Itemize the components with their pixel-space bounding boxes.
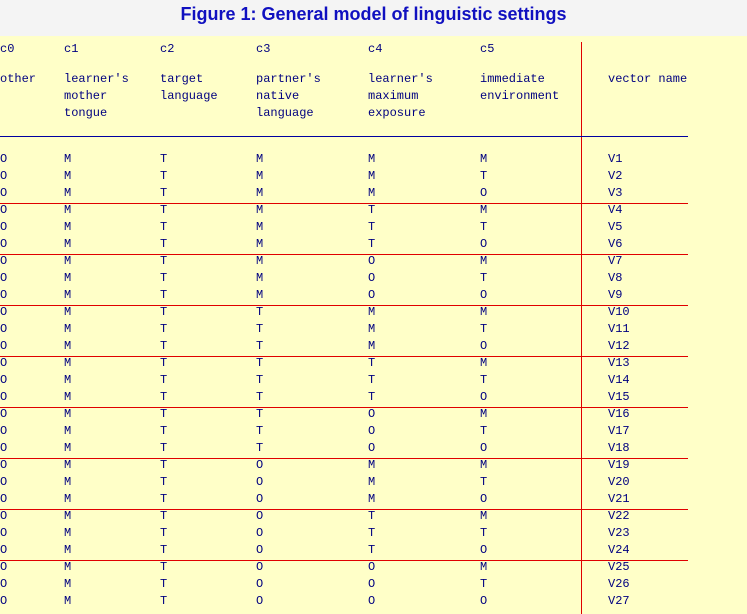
table-cell: O xyxy=(256,509,264,523)
table-cell: O xyxy=(0,271,8,285)
table-cell: T xyxy=(160,441,168,455)
table-cell: O xyxy=(0,186,8,200)
table-cell: M xyxy=(64,577,72,591)
table-cell: O xyxy=(0,577,8,591)
table-cell: T xyxy=(160,407,168,421)
table-cell: O xyxy=(0,492,8,506)
vector-name-cell: V22 xyxy=(608,509,630,523)
table-cell: O xyxy=(480,441,488,455)
table-cell: T xyxy=(160,237,168,251)
table-cell: T xyxy=(160,220,168,234)
vector-name-cell: V26 xyxy=(608,577,630,591)
table-cell: M xyxy=(256,203,264,217)
table-cell: T xyxy=(160,186,168,200)
vector-name-cell: V8 xyxy=(608,271,623,285)
table-cell: M xyxy=(256,254,264,268)
table-cell: O xyxy=(256,458,264,472)
table-cell: T xyxy=(480,169,488,183)
column-header-label: maximum xyxy=(368,89,419,103)
table-cell: O xyxy=(368,424,376,438)
table-cell: T xyxy=(256,322,264,336)
table-cell: M xyxy=(64,390,72,404)
vector-name-cell: V23 xyxy=(608,526,630,540)
table-cell: O xyxy=(256,526,264,540)
table-cell: T xyxy=(160,339,168,353)
table-cell: T xyxy=(160,543,168,557)
column-header-label: exposure xyxy=(368,106,426,120)
table-cell: M xyxy=(368,458,376,472)
table-cell: T xyxy=(160,424,168,438)
table-cell: M xyxy=(480,509,488,523)
vector-name-cell: V12 xyxy=(608,339,630,353)
table-cell: T xyxy=(256,424,264,438)
table-cell: T xyxy=(480,322,488,336)
table-cell: T xyxy=(368,390,376,404)
table-cell: T xyxy=(368,203,376,217)
table-cell: M xyxy=(64,509,72,523)
table-cell: T xyxy=(368,543,376,557)
table-cell: M xyxy=(64,322,72,336)
vector-name-cell: V6 xyxy=(608,237,623,251)
table-cell: M xyxy=(64,169,72,183)
vector-name-cell: V5 xyxy=(608,220,623,234)
table-cell: O xyxy=(0,390,8,404)
table-cell: M xyxy=(368,152,376,166)
table-cell: M xyxy=(256,186,264,200)
table-cell: O xyxy=(256,492,264,506)
table-cell: M xyxy=(64,305,72,319)
table-cell: T xyxy=(160,152,168,166)
table-cell: T xyxy=(160,373,168,387)
column-header-label: learner's xyxy=(368,72,433,86)
table-cell: T xyxy=(256,390,264,404)
column-header-label: environment xyxy=(480,89,560,103)
table-cell: M xyxy=(256,169,264,183)
table-cell: M xyxy=(256,220,264,234)
table-cell: O xyxy=(256,475,264,489)
table-cell: M xyxy=(368,492,376,506)
table-cell: M xyxy=(256,237,264,251)
table-cell: T xyxy=(160,577,168,591)
table-cell: T xyxy=(480,475,488,489)
table-cell: M xyxy=(64,526,72,540)
table-cell: M xyxy=(368,339,376,353)
table-cell: M xyxy=(64,543,72,557)
table-cell: T xyxy=(256,407,264,421)
column-code: c5 xyxy=(480,42,495,56)
table-cell: T xyxy=(368,509,376,523)
table-cell: M xyxy=(64,288,72,302)
table-cell: M xyxy=(64,424,72,438)
vector-name-cell: V24 xyxy=(608,543,630,557)
table-cell: M xyxy=(64,271,72,285)
table-cell: M xyxy=(64,560,72,574)
table-cell: M xyxy=(64,152,72,166)
vector-name-cell: V25 xyxy=(608,560,630,574)
table-cell: T xyxy=(160,169,168,183)
vector-name-cell: V9 xyxy=(608,288,623,302)
table-cell: M xyxy=(480,305,488,319)
table-cell: T xyxy=(160,305,168,319)
vector-name-cell: V7 xyxy=(608,254,623,268)
table-cell: O xyxy=(0,169,8,183)
table-cell: M xyxy=(480,203,488,217)
table-cell: T xyxy=(480,577,488,591)
table-cell: O xyxy=(0,322,8,336)
column-header-label: learner's xyxy=(64,72,129,86)
table-cell: O xyxy=(0,458,8,472)
table-cell: O xyxy=(368,254,376,268)
table-cell: O xyxy=(480,339,488,353)
table-cell: O xyxy=(368,594,376,608)
table-cell: M xyxy=(64,441,72,455)
table-cell: O xyxy=(0,288,8,302)
table-cell: O xyxy=(0,475,8,489)
table-cell: O xyxy=(368,407,376,421)
table-cell: T xyxy=(160,475,168,489)
table-cell: T xyxy=(160,322,168,336)
table-cell: T xyxy=(256,356,264,370)
table-cell: M xyxy=(64,475,72,489)
header-divider xyxy=(0,136,688,137)
table-cell: M xyxy=(368,169,376,183)
vector-name-cell: V16 xyxy=(608,407,630,421)
table-cell: M xyxy=(64,237,72,251)
table-cell: T xyxy=(368,237,376,251)
group-divider xyxy=(0,458,688,459)
vector-name-cell: V21 xyxy=(608,492,630,506)
table-cell: M xyxy=(64,458,72,472)
vector-name-cell: V27 xyxy=(608,594,630,608)
table-cell: O xyxy=(368,560,376,574)
group-divider xyxy=(0,560,688,561)
table-cell: T xyxy=(160,594,168,608)
table-cell: O xyxy=(480,492,488,506)
table-cell: O xyxy=(368,288,376,302)
table-cell: M xyxy=(368,475,376,489)
table-cell: T xyxy=(480,271,488,285)
table-cell: M xyxy=(64,356,72,370)
table-cell: M xyxy=(480,560,488,574)
column-header-label: language xyxy=(256,106,314,120)
table-cell: M xyxy=(368,322,376,336)
column-header-label: partner's xyxy=(256,72,321,86)
column-header-label: language xyxy=(160,89,218,103)
table-cell: O xyxy=(0,203,8,217)
table-cell: M xyxy=(64,203,72,217)
table-cell: T xyxy=(160,560,168,574)
table-cell: M xyxy=(480,254,488,268)
table-cell: T xyxy=(368,526,376,540)
table-cell: M xyxy=(480,407,488,421)
table-cell: M xyxy=(480,458,488,472)
table-cell: O xyxy=(0,152,8,166)
table-cell: T xyxy=(480,373,488,387)
table-cell: O xyxy=(256,577,264,591)
table-cell: O xyxy=(368,441,376,455)
table-cell: M xyxy=(64,594,72,608)
column-header-label: native xyxy=(256,89,300,103)
table-cell: O xyxy=(0,543,8,557)
table-cell: O xyxy=(0,373,8,387)
table-cell: T xyxy=(368,220,376,234)
table-cell: M xyxy=(64,373,72,387)
table-cell: O xyxy=(256,543,264,557)
group-divider xyxy=(0,254,688,255)
table-cell: T xyxy=(368,373,376,387)
vector-name-cell: V20 xyxy=(608,475,630,489)
table-cell: O xyxy=(256,560,264,574)
table-cell: O xyxy=(0,237,8,251)
table-cell: M xyxy=(368,186,376,200)
table-cell: O xyxy=(0,424,8,438)
table-cell: T xyxy=(160,356,168,370)
group-divider xyxy=(0,203,688,204)
table-cell: O xyxy=(0,526,8,540)
table-cell: O xyxy=(480,237,488,251)
table-cell: O xyxy=(0,441,8,455)
table-cell: O xyxy=(368,271,376,285)
vector-name-cell: V17 xyxy=(608,424,630,438)
vector-name-cell: V3 xyxy=(608,186,623,200)
vector-name-cell: V11 xyxy=(608,322,630,336)
table-cell: T xyxy=(160,509,168,523)
table-cell: T xyxy=(256,441,264,455)
group-divider xyxy=(0,305,688,306)
table-cell: O xyxy=(0,305,8,319)
table-cell: T xyxy=(160,390,168,404)
table-cell: T xyxy=(160,492,168,506)
table-cell: O xyxy=(0,339,8,353)
table-cell: T xyxy=(480,424,488,438)
group-divider xyxy=(0,407,688,408)
table-cell: M xyxy=(64,220,72,234)
vector-name-cell: V1 xyxy=(608,152,623,166)
vector-name-cell: V2 xyxy=(608,169,623,183)
table-cell: O xyxy=(0,220,8,234)
vector-name-cell: V19 xyxy=(608,458,630,472)
vector-name-cell: V18 xyxy=(608,441,630,455)
table-cell: O xyxy=(256,594,264,608)
table-cell: M xyxy=(64,492,72,506)
table-cell: T xyxy=(256,305,264,319)
table-cell: M xyxy=(368,305,376,319)
table-cell: M xyxy=(64,407,72,421)
table-cell: T xyxy=(160,458,168,472)
table-cell: O xyxy=(368,577,376,591)
table-cell: M xyxy=(256,288,264,302)
table-cell: O xyxy=(480,288,488,302)
table-cell: T xyxy=(160,288,168,302)
column-header-label: target xyxy=(160,72,204,86)
vector-column-divider xyxy=(581,42,582,614)
column-header-label: other xyxy=(0,72,37,86)
table-cell: O xyxy=(0,594,8,608)
table-cell: O xyxy=(480,594,488,608)
column-code: c2 xyxy=(160,42,175,56)
column-header-label: tongue xyxy=(64,106,108,120)
column-code: c0 xyxy=(0,42,15,56)
vector-name-cell: V15 xyxy=(608,390,630,404)
table-cell: O xyxy=(480,186,488,200)
group-divider xyxy=(0,509,688,510)
vector-name-cell: V13 xyxy=(608,356,630,370)
vector-name-cell: V14 xyxy=(608,373,630,387)
table-cell: T xyxy=(160,203,168,217)
column-header-label: vector name xyxy=(608,72,688,86)
table-cell: T xyxy=(160,254,168,268)
column-code: c4 xyxy=(368,42,383,56)
table-cell: M xyxy=(256,152,264,166)
table-cell: O xyxy=(0,509,8,523)
table-cell: O xyxy=(480,390,488,404)
table-cell: T xyxy=(160,271,168,285)
table-cell: T xyxy=(368,356,376,370)
figure-title: Figure 1: General model of linguistic settings xyxy=(180,4,567,24)
table-cell: T xyxy=(480,220,488,234)
table-cell: T xyxy=(480,526,488,540)
table-cell: M xyxy=(480,152,488,166)
vector-name-cell: V10 xyxy=(608,305,630,319)
column-code: c3 xyxy=(256,42,271,56)
table-cell: M xyxy=(64,254,72,268)
vector-name-cell: V4 xyxy=(608,203,623,217)
group-divider xyxy=(0,356,688,357)
table-cell: T xyxy=(256,339,264,353)
table-cell: M xyxy=(64,339,72,353)
table-cell: T xyxy=(160,526,168,540)
table-cell: O xyxy=(0,407,8,421)
table-cell: M xyxy=(480,356,488,370)
table-cell: M xyxy=(256,271,264,285)
table-cell: M xyxy=(64,186,72,200)
table-cell: O xyxy=(480,543,488,557)
table-cell: O xyxy=(0,560,8,574)
column-header-label: immediate xyxy=(480,72,545,86)
column-code: c1 xyxy=(64,42,79,56)
table-cell: O xyxy=(0,254,8,268)
column-header-label: mother xyxy=(64,89,108,103)
table-cell: T xyxy=(256,373,264,387)
table-cell: O xyxy=(0,356,8,370)
